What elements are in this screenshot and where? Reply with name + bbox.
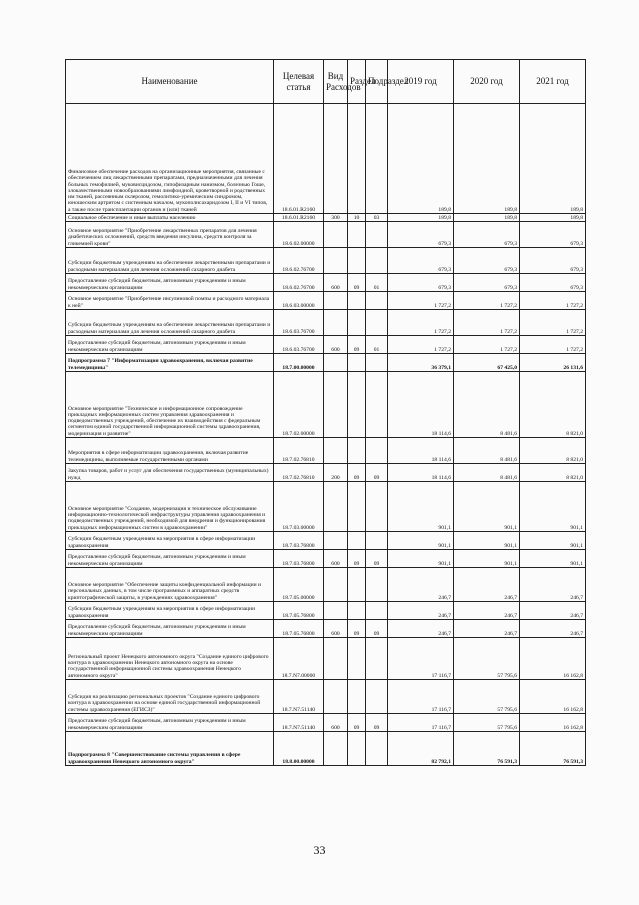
header-podrazdel: Подраздел	[366, 60, 388, 104]
row-2020: 57 795,6	[454, 638, 520, 680]
table-row	[66, 680, 586, 714]
row-target: 18.6.03.76700	[274, 336, 324, 354]
row-name: Мероприятия в сфере информатизации здравоохранения, включая развитие телемедицины, выполняемые государственными органами	[66, 438, 274, 464]
table-row	[66, 620, 586, 638]
row-target: 18.7.05.76800	[274, 620, 324, 638]
row-name: Субсидии бюджетным учреждениям на обеспечение лекарственными препаратами и расходными материалами для лечения осложнений сахарного диабета	[66, 248, 274, 274]
row-2020: 57 795,6	[454, 714, 520, 732]
row-2021: 679,3	[520, 222, 586, 248]
table-row	[66, 464, 586, 482]
row-2020: 8 481,6	[454, 372, 520, 438]
row-vid: 600	[324, 274, 348, 292]
row-razdel: 10	[348, 214, 366, 222]
row-2019: 36 379,1	[388, 354, 454, 372]
row-target: 18.6.02.76700	[274, 248, 324, 274]
row-podrazdel: 09	[366, 550, 388, 568]
header-razdel: Раздел	[348, 60, 366, 104]
row-name: Субсидии бюджетным учреждениям на обеспечение лекарственными препаратами и расходными материалами для лечения осложнений сахарного диабета	[66, 310, 274, 336]
row-2021: 246,7	[520, 602, 586, 620]
row-2019: 246,7	[388, 620, 454, 638]
row-podrazdel	[366, 482, 388, 532]
row-podrazdel	[366, 222, 388, 248]
row-2020: 679,3	[454, 248, 520, 274]
table-row	[66, 532, 586, 550]
row-podrazdel: 09	[366, 714, 388, 732]
page-number: 33	[313, 843, 326, 857]
table-row	[66, 714, 586, 732]
row-2020: 57 795,6	[454, 680, 520, 714]
header-target: Целевая статья	[274, 60, 324, 104]
row-2020: 8 481,6	[454, 464, 520, 482]
row-2021: 8 821,0	[520, 438, 586, 464]
header-vid: Вид Расходов	[324, 60, 348, 104]
row-name: Подпрограмма 7 "Информатизация здравоохранения, включая развитие телемедицины"	[66, 354, 274, 372]
row-2021: 16 162,8	[520, 714, 586, 732]
row-target: 18.7.02.00000	[274, 372, 324, 438]
table-row	[66, 104, 586, 214]
row-target: 18.7.N7.51140	[274, 680, 324, 714]
row-name: Субсидии бюджетным учреждениям на мероприятия в сфере информатизации здравоохранения	[66, 532, 274, 550]
row-target: 18.7.N7.51140	[274, 714, 324, 732]
row-target: 18.7.05.00000	[274, 568, 324, 602]
row-razdel	[348, 310, 366, 336]
row-razdel: 09	[348, 620, 366, 638]
row-2021: 246,7	[520, 568, 586, 602]
row-2020: 679,3	[454, 274, 520, 292]
row-2020: 76 591,3	[454, 732, 520, 766]
row-name: Предоставление субсидий бюджетным, автономным учреждениям и иным некоммерческим организациям	[66, 274, 274, 292]
row-2020: 1 727,2	[454, 310, 520, 336]
row-name: Предоставление субсидий бюджетным, автономным учреждениям и иным некоммерческим организациям	[66, 714, 274, 732]
row-name: Предоставление субсидий бюджетным, автономным учреждениям и иным некоммерческим организациям	[66, 336, 274, 354]
row-2021: 76 591,3	[520, 732, 586, 766]
row-podrazdel	[366, 680, 388, 714]
row-razdel	[348, 372, 366, 438]
row-razdel: 09	[348, 464, 366, 482]
row-name: Финансовое обеспечение расходов на организационные мероприятия, связанные с обеспечением лиц лекарственными препаратами, предназначенными для лечения больных гемофилией, муковисцидозом, гипофизарным нанизмом, болезнью Гоше, злокачественными новообразованиями лимфоидной, кроветворной и родственных им тканей, рассеянным склерозом, гемолитико-уремическим синдромом, юношеским артритом с системным началом, мукополисахаридозом I, II и VI типов, а также после трансплантации органов и (или) тканей	[66, 104, 274, 214]
row-name: Предоставление субсидий бюджетным, автономным учреждениям и иным некоммерческим организациям	[66, 620, 274, 638]
row-name: Основное мероприятие "Приобретение лекарственных препаратов для лечения диабетических осложнений, средств введения инсулина, средств контроля за гликемией крови"	[66, 222, 274, 248]
row-2021: 1 727,2	[520, 292, 586, 310]
table-row	[66, 214, 586, 222]
row-2021: 1 727,2	[520, 310, 586, 336]
row-2019: 18 114,6	[388, 372, 454, 438]
row-2021: 901,1	[520, 550, 586, 568]
row-name: Субсидии бюджетным учреждениям на мероприятия в сфере информатизации здравоохранения	[66, 602, 274, 620]
row-razdel	[348, 602, 366, 620]
table-row	[66, 248, 586, 274]
row-2020: 246,7	[454, 568, 520, 602]
table-row	[66, 732, 586, 766]
row-podrazdel	[366, 568, 388, 602]
table-row	[66, 482, 586, 532]
row-2019: 189,8	[388, 104, 454, 214]
row-2020: 1 727,2	[454, 292, 520, 310]
row-podrazdel	[366, 104, 388, 214]
row-target: 18.6.03.76700	[274, 310, 324, 336]
row-name: Предоставление субсидий бюджетным, автономным учреждениям и иным некоммерческим организациям	[66, 550, 274, 568]
row-2020: 246,7	[454, 602, 520, 620]
row-2021: 16 162,8	[520, 680, 586, 714]
row-target: 18.7.N7.00000	[274, 638, 324, 680]
row-target: 18.7.03.76800	[274, 550, 324, 568]
header-2019: 2019 год	[388, 60, 454, 104]
row-2020: 8 481,6	[454, 438, 520, 464]
row-target: 18.7.02.76810	[274, 438, 324, 464]
row-podrazdel	[366, 532, 388, 550]
row-razdel	[348, 222, 366, 248]
row-podrazdel: 09	[366, 620, 388, 638]
table-row	[66, 568, 586, 602]
row-razdel	[348, 248, 366, 274]
row-razdel	[348, 568, 366, 602]
row-2021: 16 162,8	[520, 638, 586, 680]
row-2021: 679,3	[520, 274, 586, 292]
row-podrazdel	[366, 438, 388, 464]
row-podrazdel: 01	[366, 336, 388, 354]
row-2019: 1 727,2	[388, 292, 454, 310]
row-razdel: 09	[348, 336, 366, 354]
table-row	[66, 372, 586, 438]
header-name: Наименование	[66, 60, 274, 104]
row-2021: 189,8	[520, 104, 586, 214]
row-2021: 901,1	[520, 532, 586, 550]
table-row	[66, 638, 586, 680]
row-podrazdel	[366, 372, 388, 438]
row-podrazdel: 01	[366, 274, 388, 292]
row-2021: 8 821,0	[520, 464, 586, 482]
table-row	[66, 550, 586, 568]
row-target: 18.7.03.00000	[274, 482, 324, 532]
row-target: 18.7.02.76810	[274, 464, 324, 482]
row-vid	[324, 248, 348, 274]
row-razdel	[348, 732, 366, 766]
row-name: Подпрограмма 8 "Совершенствование системы управления в сфере здравоохранения Ненецкого автономного округа"	[66, 732, 274, 766]
row-vid	[324, 532, 348, 550]
budget-table	[65, 59, 586, 766]
row-razdel	[348, 292, 366, 310]
row-2019: 679,3	[388, 274, 454, 292]
row-2020: 1 727,2	[454, 336, 520, 354]
table-row	[66, 274, 586, 292]
row-vid	[324, 354, 348, 372]
row-vid: 200	[324, 464, 348, 482]
row-2021: 901,1	[520, 482, 586, 532]
row-vid	[324, 482, 348, 532]
row-razdel	[348, 104, 366, 214]
table-row	[66, 222, 586, 248]
row-2019: 17 116,7	[388, 638, 454, 680]
row-2020: 246,7	[454, 620, 520, 638]
row-target: 18.6.02.76700	[274, 274, 324, 292]
row-2019: 901,1	[388, 482, 454, 532]
row-name: Основное мероприятие "Приобретение инсулиновой помпы и расходного материала к ней"	[66, 292, 274, 310]
row-target: 18.6.02.00000	[274, 222, 324, 248]
row-vid	[324, 438, 348, 464]
row-2019: 1 727,2	[388, 310, 454, 336]
row-target: 18.6.01.R2160	[274, 214, 324, 222]
table-row	[66, 354, 586, 372]
row-2020: 901,1	[454, 532, 520, 550]
row-target: 18.7.05.76800	[274, 602, 324, 620]
row-podrazdel	[366, 602, 388, 620]
row-vid: 600	[324, 550, 348, 568]
row-2019: 679,3	[388, 248, 454, 274]
row-2021: 246,7	[520, 620, 586, 638]
row-razdel	[348, 354, 366, 372]
row-vid	[324, 568, 348, 602]
row-razdel	[348, 638, 366, 680]
row-2021: 189,8	[520, 214, 586, 222]
row-name: Субсидия на реализацию региональных проектов "Создание единого цифрового контура в здравоохранении на основе единой государственной информационной системы здравоохранения (ЕГИСЗ)"	[66, 680, 274, 714]
row-vid: 600	[324, 336, 348, 354]
row-name: Основное мероприятие "Обеспечение защиты конфиденциальной информации и персональных данных, в том числе программных и аппаратных средств криптографической защиты, в учреждениях здравоохранения"	[66, 568, 274, 602]
table-body	[66, 104, 586, 766]
row-vid	[324, 602, 348, 620]
row-2019: 17 116,7	[388, 714, 454, 732]
row-razdel	[348, 438, 366, 464]
row-2019: 18 114,6	[388, 438, 454, 464]
table-row	[66, 602, 586, 620]
row-podrazdel: 03	[366, 214, 388, 222]
row-podrazdel	[366, 292, 388, 310]
row-name: Закупка товаров, работ и услуг для обеспечения государственных (муниципальных) нужд	[66, 464, 274, 482]
row-2019: 18 114,6	[388, 464, 454, 482]
row-razdel	[348, 482, 366, 532]
header-2020: 2020 год	[454, 60, 520, 104]
row-2021: 1 727,2	[520, 336, 586, 354]
row-2019: 82 792,1	[388, 732, 454, 766]
header-2021: 2021 год	[520, 60, 586, 104]
table-row	[66, 438, 586, 464]
row-razdel: 09	[348, 550, 366, 568]
row-target: 18.8.00.00000	[274, 732, 324, 766]
row-2019: 1 727,2	[388, 336, 454, 354]
row-vid	[324, 638, 348, 680]
table-row	[66, 310, 586, 336]
row-podrazdel	[366, 732, 388, 766]
row-razdel	[348, 532, 366, 550]
row-vid	[324, 732, 348, 766]
row-vid: 600	[324, 620, 348, 638]
row-vid	[324, 310, 348, 336]
row-target: 18.6.01.R2160	[274, 104, 324, 214]
row-razdel: 09	[348, 274, 366, 292]
row-name: Основное мероприятие "Техническое и информационное сопровождение прикладных информационных систем управления здравоохранения и подведомственных учреждений, обеспечение их взаимодействия с федеральным сегментом единой государственной информационной системы здравоохранения, модернизация и развитие"	[66, 372, 274, 438]
row-2019: 17 116,7	[388, 680, 454, 714]
row-podrazdel: 09	[366, 464, 388, 482]
row-2021: 8 821,0	[520, 372, 586, 438]
row-target: 18.7.03.76800	[274, 532, 324, 550]
row-vid: 600	[324, 714, 348, 732]
row-2020: 67 425,0	[454, 354, 520, 372]
header-row	[66, 60, 586, 104]
row-2019: 901,1	[388, 532, 454, 550]
row-podrazdel	[366, 248, 388, 274]
row-target: 18.7.00.00000	[274, 354, 324, 372]
row-name: Социальное обеспечение и иные выплаты населению	[66, 214, 274, 222]
row-podrazdel	[366, 310, 388, 336]
row-2020: 189,8	[454, 214, 520, 222]
row-2019: 246,7	[388, 568, 454, 602]
row-vid	[324, 292, 348, 310]
row-2020: 901,1	[454, 550, 520, 568]
row-2021: 26 131,6	[520, 354, 586, 372]
row-2020: 901,1	[454, 482, 520, 532]
row-razdel: 09	[348, 714, 366, 732]
row-vid: 300	[324, 214, 348, 222]
row-2019: 901,1	[388, 550, 454, 568]
row-2020: 679,3	[454, 222, 520, 248]
row-2021: 679,3	[520, 248, 586, 274]
table-row	[66, 292, 586, 310]
row-vid	[324, 372, 348, 438]
row-razdel	[348, 680, 366, 714]
row-2019: 679,3	[388, 222, 454, 248]
row-vid	[324, 222, 348, 248]
row-2020: 189,8	[454, 104, 520, 214]
row-podrazdel	[366, 354, 388, 372]
row-target: 18.6.03.00000	[274, 292, 324, 310]
row-vid	[324, 104, 348, 214]
row-name: Основное мероприятие "Создание, модернизация и техническое обслуживание информационно-технологической инфраструктуры управления здравоохранения и подведомственных учреждений, необходимой для внедрения и функционирования прикладных информационных систем в здравоохранении"	[66, 482, 274, 532]
table-row	[66, 336, 586, 354]
row-2019: 246,7	[388, 602, 454, 620]
row-podrazdel	[366, 638, 388, 680]
row-vid	[324, 680, 348, 714]
row-2019: 189,8	[388, 214, 454, 222]
row-name: Региональный проект Ненецкого автономного округа "Создание единого цифрового контура в здравоохранении Ненецкого автономного округа на основе государственной информационной системы здравоохранения Ненецкого автономного округа"	[66, 638, 274, 680]
